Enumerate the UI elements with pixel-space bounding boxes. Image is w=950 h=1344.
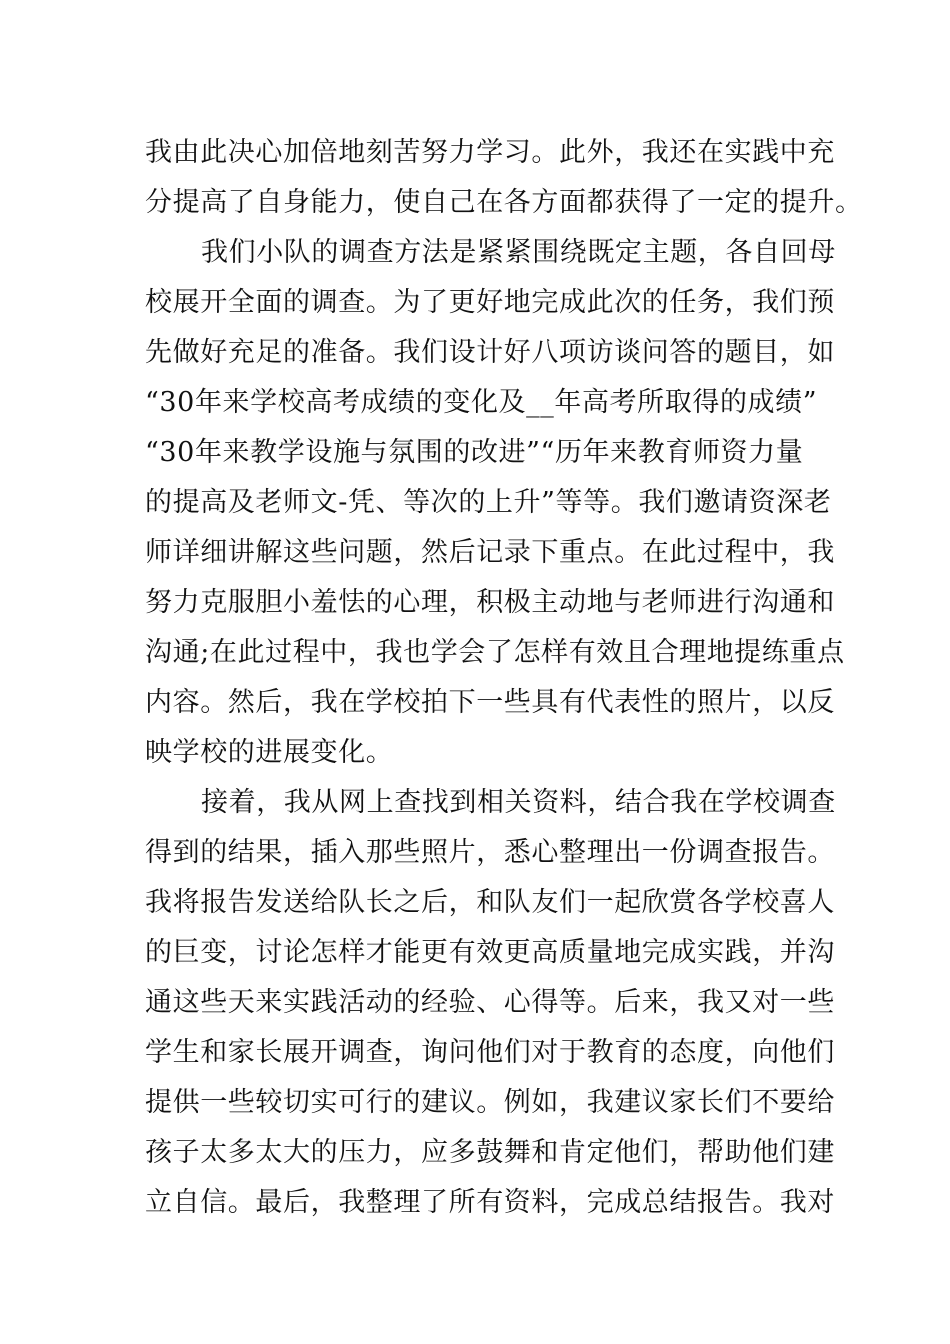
text-line: 沟通;在此过程中，我也学会了怎样有效且合理地提练重点	[145, 637, 845, 668]
text-line: 映学校的进展变化。	[145, 737, 394, 768]
paragraph-1	[145, 128, 863, 228]
text-line: 我们小队的调查方法是紧紧围绕既定主题，各自回母	[201, 237, 836, 268]
text-line: 我由此决心加倍地刻苦努力学习。此外，我还在实践中充	[145, 137, 835, 168]
text-line: 的巨变，讨论怎样才能更有效更高质量地完成实践，并沟	[145, 937, 835, 968]
text-line: 孩子太多太大的压力，应多鼓舞和肯定他们，帮助他们建	[145, 1137, 835, 1168]
text-line: 内容。然后，我在学校拍下一些具有代表性的照片，以反	[145, 687, 835, 718]
text-line: 学生和家长展开调查，询问他们对于教育的态度，向他们	[145, 1037, 835, 1068]
text-line: 的提高及老师文-凭、等次的上升”等等。我们邀请资深老	[145, 487, 832, 518]
text-line: 提供一些较切实可行的建议。例如，我建议家长们不要给	[145, 1087, 835, 1118]
text-line: 接着，我从网上查找到相关资料，结合我在学校调查	[201, 787, 836, 818]
paragraph-3	[145, 778, 836, 1228]
paragraph-2	[145, 228, 845, 778]
text-line: 得到的结果，插入那些照片，悉心整理出一份调查报告。	[145, 837, 835, 868]
document-body	[145, 128, 863, 1228]
text-line: “30年来学校高考成绩的变化及__年高考所取得的成绩”	[145, 387, 818, 418]
text-line: 我将报告发送给队长之后，和队友们一起欣赏各学校喜人	[145, 887, 835, 918]
text-line: 师详细讲解这些问题，然后记录下重点。在此过程中，我	[145, 537, 835, 568]
text-line: 校展开全面的调查。为了更好地完成此次的任务，我们预	[145, 287, 835, 318]
text-line: 努力克服胆小羞怯的心理，积极主动地与老师进行沟通和	[145, 587, 835, 618]
text-line: “30年来教学设施与氛围的改进”“历年来教育师资力量	[145, 437, 804, 468]
text-line: 通这些天来实践活动的经验、心得等。后来，我又对一些	[145, 987, 835, 1018]
text-line: 先做好充足的准备。我们设计好八项访谈问答的题目，如	[145, 337, 835, 368]
text-line: 立自信。最后，我整理了所有资料，完成总结报告。我对	[145, 1187, 835, 1218]
text-line: 分提高了自身能力，使自己在各方面都获得了一定的提升。	[145, 187, 863, 218]
